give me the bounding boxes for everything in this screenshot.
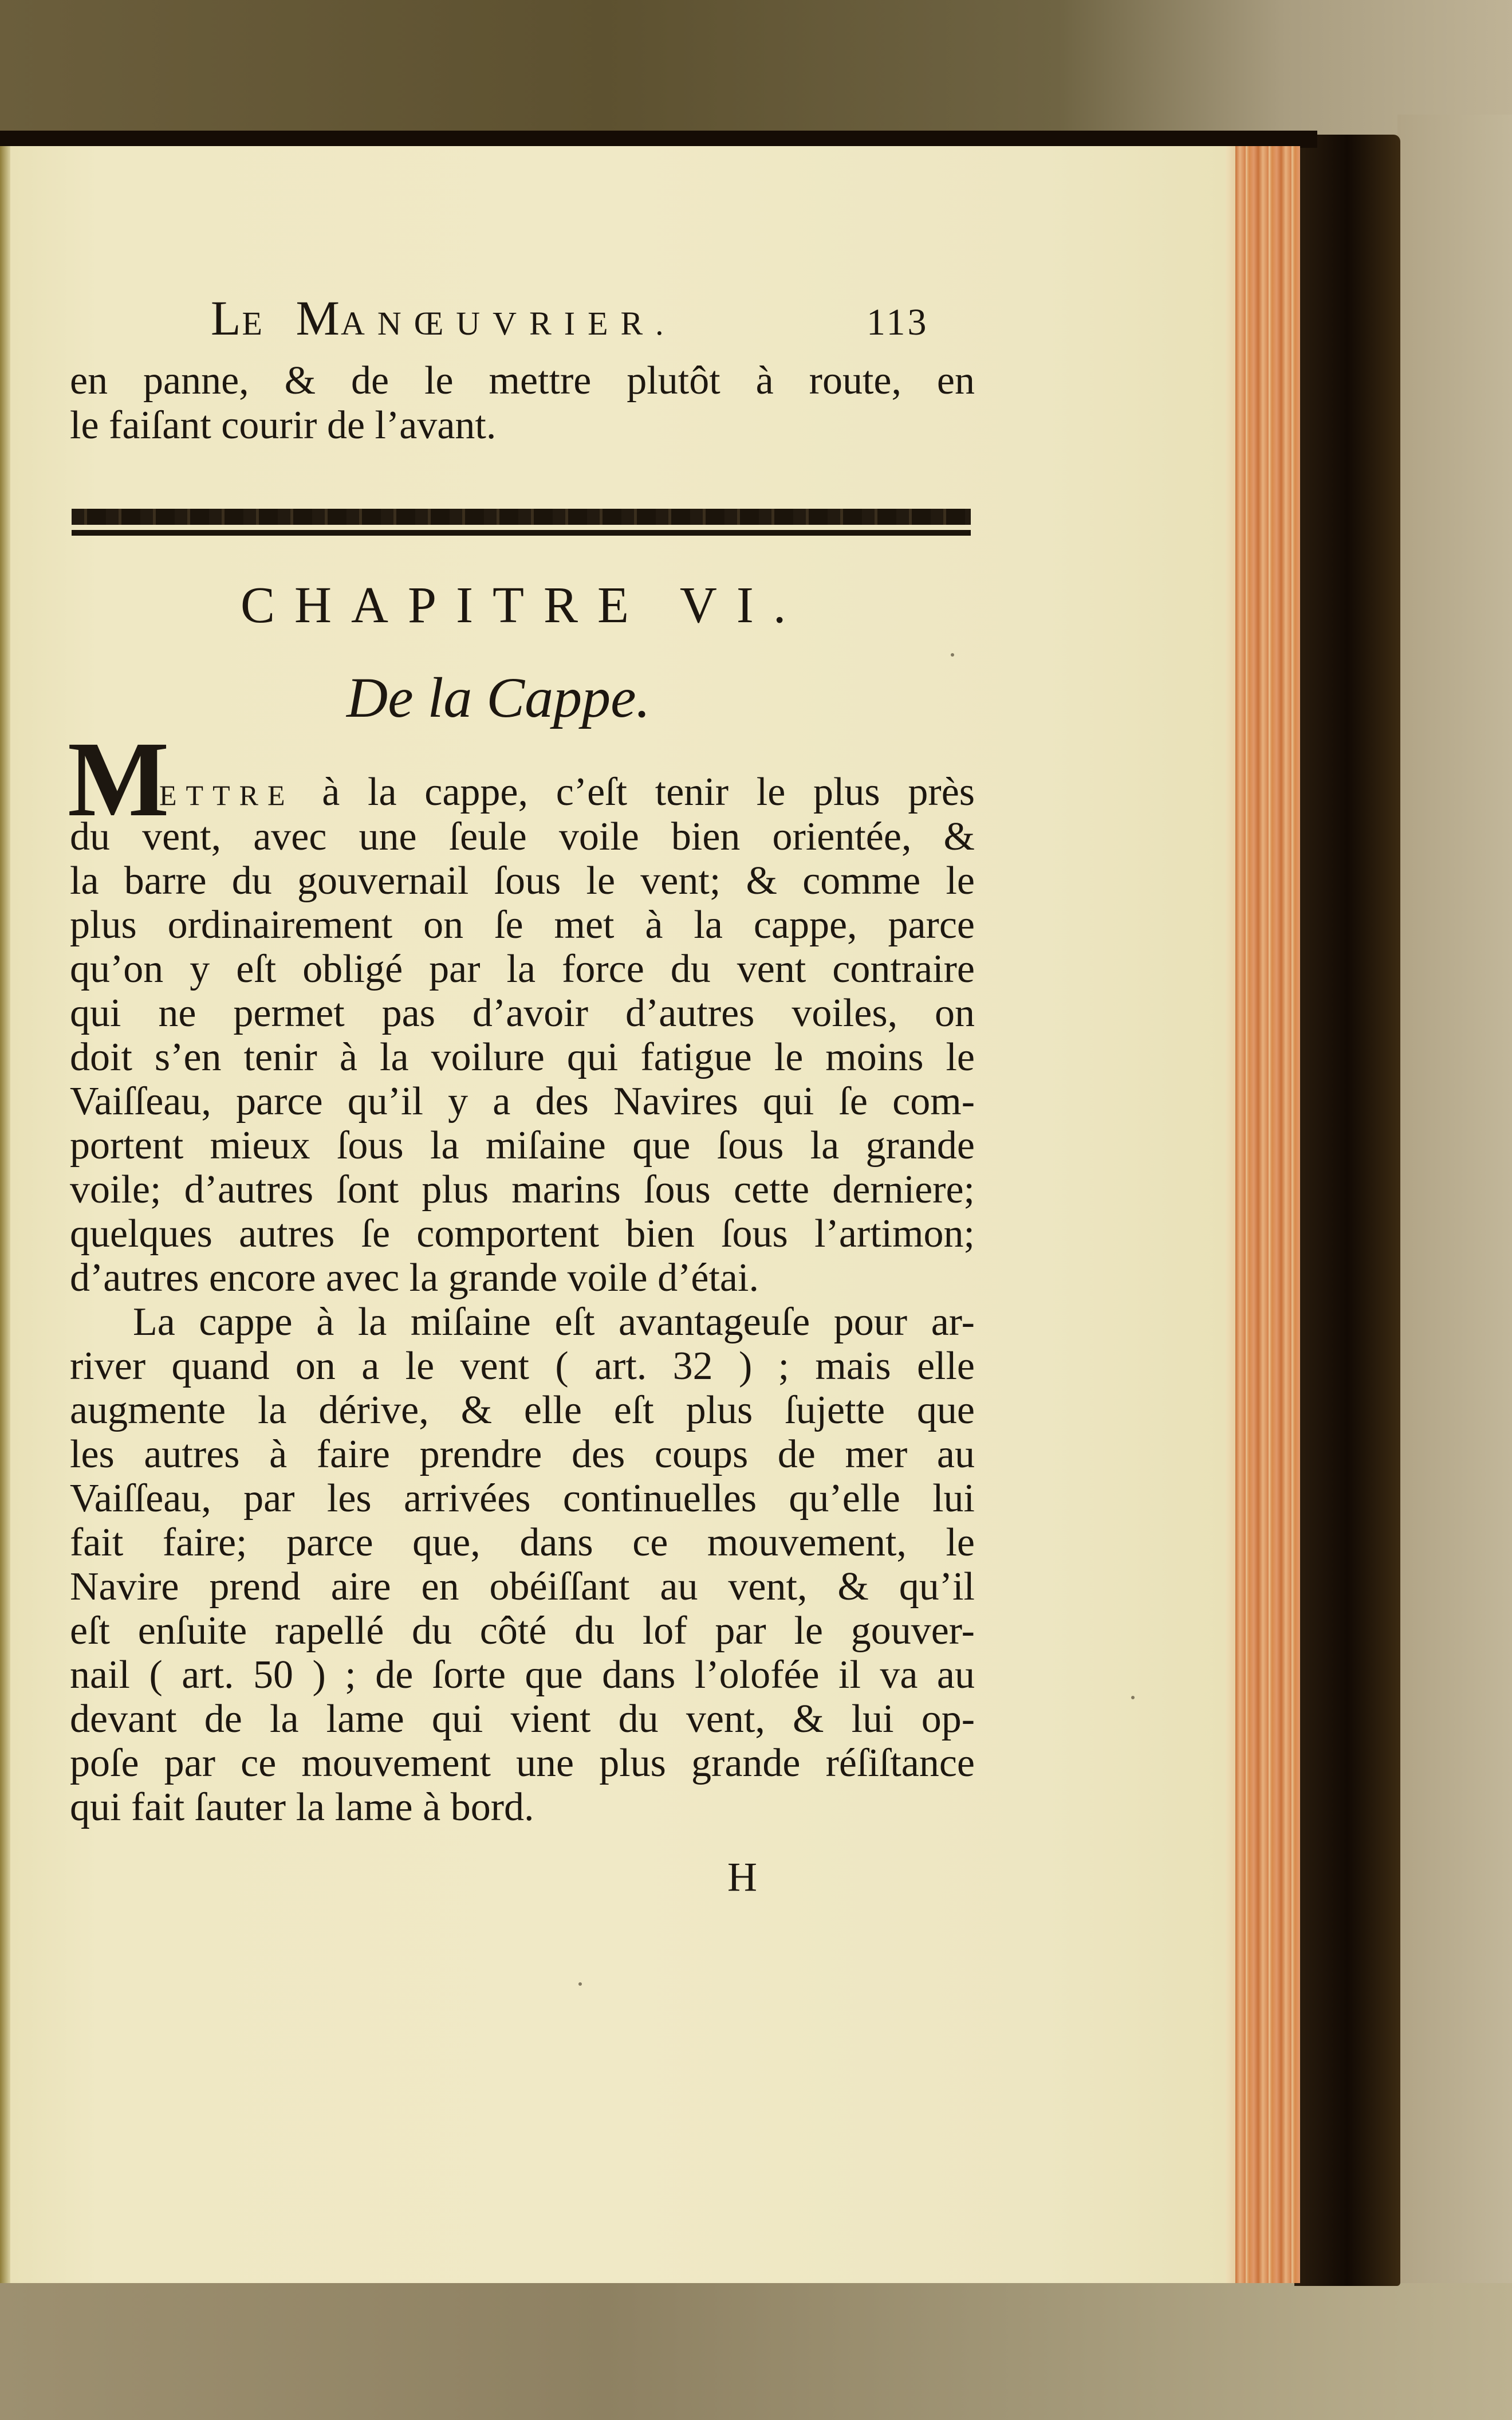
text-line: du vent, avec une ſeule voile bien orientée, & xyxy=(70,815,975,859)
text-line: augmente la dérive, & elle eſt plus ſujette que xyxy=(70,1388,975,1432)
background-top xyxy=(0,0,1512,149)
ornamental-rule-thin xyxy=(72,530,971,536)
running-head-initial: L xyxy=(211,290,242,345)
text-line: Vaiſſeau, par les arrivées continuelles qu’elle lui xyxy=(70,1476,975,1521)
text-line: Vaiſſeau, parce qu’il y a des Navires qui ſe com- xyxy=(70,1079,975,1123)
background-bottom xyxy=(0,2283,1512,2420)
running-head-smallcaps: ANŒUVRIER. xyxy=(340,305,676,342)
drop-cap: M xyxy=(68,719,170,839)
background-right xyxy=(1397,115,1512,2292)
text-line: portent mieux ſous la miſaine que ſous la grande xyxy=(70,1123,975,1168)
paper-speck xyxy=(578,1982,582,1986)
text-line: devant de la lame qui vient du vent, & lui op- xyxy=(70,1697,975,1741)
text-line: La cappe à la miſaine eſt avantageuſe pour ar- xyxy=(133,1300,975,1344)
text-line: qui ne permet pas d’avoir d’autres voiles, on xyxy=(70,991,975,1035)
text-line: qu’on y eſt obligé par la force du vent contraire xyxy=(70,947,975,991)
running-head-initial: M xyxy=(296,290,341,345)
text-line xyxy=(159,769,975,815)
text-line: en panne, & de le mettre plutôt à route, en xyxy=(70,359,975,403)
text-line: les autres à faire prendre des coups de mer au xyxy=(70,1432,975,1476)
text-segment: à la cappe, c’eſt tenir le plus près xyxy=(322,770,975,814)
chapter-subtitle: De la Cappe. xyxy=(346,666,651,729)
text-line: d’autres encore avec la grande voile d’étai. xyxy=(70,1256,759,1300)
running-head-smallcaps: E xyxy=(242,305,275,342)
paper-speck xyxy=(1131,1696,1135,1699)
page-number: 113 xyxy=(867,301,929,343)
chapter-heading: CHAPITRE VI. xyxy=(241,577,806,634)
text-line: doit s’en tenir à la voilure qui fatigue le moins le xyxy=(70,1035,975,1079)
text-line: Navire prend aire en obéiſſant au vent, & qu’il xyxy=(70,1565,975,1609)
text-line: le faiſant courir de l’avant. xyxy=(70,403,497,447)
paper-speck xyxy=(951,653,954,657)
text-line: river quand on a le vent ( art. 32 ) ; mais elle xyxy=(70,1344,975,1388)
text-line: plus ordinairement on ſe met à la cappe, parce xyxy=(70,903,975,947)
running-head xyxy=(211,289,978,347)
book-binding xyxy=(1294,135,1400,2286)
text-line: fait faire; parce que, dans ce mouvement, le xyxy=(70,1521,975,1565)
text-line: voile; d’autres ſont plus marins ſous cette derniere; xyxy=(70,1168,975,1212)
page-gutter-shade xyxy=(0,146,10,2283)
signature-mark: H xyxy=(727,1854,757,1900)
ornamental-rule-thick xyxy=(72,509,971,525)
text-line: la barre du gouvernail ſous le vent; & comme le xyxy=(70,859,975,903)
smallcaps-word: ETTRE xyxy=(159,779,294,811)
text-line: poſe par ce mouvement une plus grande réſiſtance xyxy=(70,1741,975,1785)
text-line: nail ( art. 50 ) ; de ſorte que dans l’olofée il va au xyxy=(70,1653,975,1697)
text-line: qui fait ſauter la lame à bord. xyxy=(70,1785,534,1829)
running-head-title xyxy=(211,289,676,347)
book-binding-top-edge xyxy=(0,131,1317,148)
text-line: quelques autres ſe comportent bien ſous l’artimon; xyxy=(70,1212,975,1256)
text-line: eſt enſuite rapellé du côté du lof par le gouver- xyxy=(70,1609,975,1653)
